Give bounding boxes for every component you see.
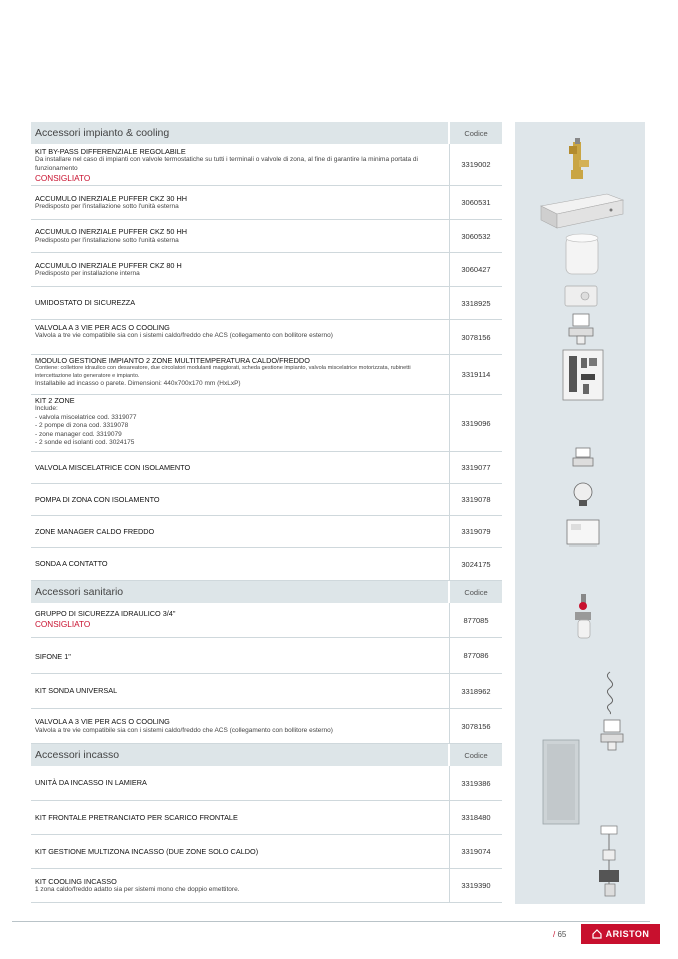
product-description: 1 zona caldo/freddo adatto sia per sistemi mono che doppio emettitore. [35,886,240,894]
accessories-tables [31,122,502,903]
product-code: 3078156 [449,709,502,743]
table-row [31,186,502,220]
product-name: SONDA A CONTATTO [35,559,108,569]
code-column-header: Codice [448,122,502,144]
product-description: Predisposto per l'installazione sotto l'unità esterna [35,236,179,244]
product-description: Valvola a tre vie compatibile sia con i sistemi caldo/freddo che ACS (collegamento con bollitore esterno) [35,726,333,734]
product-code: 3318480 [449,801,502,834]
product-description: Predisposto per l'installazione sotto l'unità esterna [35,203,179,211]
product-name: UNITÀ DA INCASSO IN LAMIERA [35,778,147,788]
footer-divider [12,921,650,922]
product-code: 3319079 [449,516,502,547]
zone-module-image [561,348,605,402]
table-row [31,638,502,674]
table-row [31,548,502,581]
product-code: 3024175 [449,548,502,580]
product-name: GRUPPO DI SICUREZZA IDRAULICO 3/4" [35,609,176,619]
kit-content-line: - 2 sonde ed isolanti cod. 3024175 [35,439,135,447]
product-name: VALVOLA MISCELATRICE CON ISOLAMENTO [35,462,191,472]
kit-content-line: - zone manager cod. 3319079 [35,430,122,438]
table-row [31,835,502,869]
code-column-header: Codice [448,744,502,766]
product-code: 877086 [449,638,502,673]
recommended-label: CONSIGLIATO [35,174,91,184]
product-images-column [515,122,645,904]
kit-content-line: - valvola miscelatrice cod. 3319077 [35,413,137,421]
house-icon [592,929,602,939]
section-title: Accessori impianto & cooling [35,127,170,139]
table-row [31,355,502,395]
product-name: ACCUMULO INERZIALE PUFFER CKZ 50 HH [35,227,188,237]
product-name: SIFONE 1" [35,652,71,661]
product-code: 3060427 [449,253,502,286]
safety-group-image [569,592,599,642]
product-description: Contiene: collettore idraulico con desareatore, due circolatori modulanti maggiorati, scheda gestione impianto, valvola miscelatrice motorizzata, rubinetti intercettazione lato generatore e impianto. [35,365,411,379]
product-code: 3319074 [449,835,502,868]
product-code: 3078156 [449,320,502,354]
table-row [31,395,502,452]
table-row [31,516,502,548]
section-title: Accessori sanitario [35,586,124,598]
table-row [31,674,502,709]
product-name: KIT BY-PASS DIFFERENZIALE REGOLABILE [35,147,186,156]
table-row [31,766,502,801]
product-description: Predisposto per installazione interna [35,270,140,278]
section-title: Accessori incasso [35,749,120,761]
probe-cable-image [599,670,621,716]
page-number-value: 65 [557,930,567,939]
product-name: UMIDOSTATO DI SICUREZZA [35,298,136,308]
table-row [31,709,502,744]
section-header-incasso [31,744,502,766]
product-code: 3319096 [449,395,502,451]
zone-pump-image [571,480,595,508]
section-header-sanitario [31,581,502,603]
product-code: 3318925 [449,287,502,319]
product-code: 3060531 [449,186,502,219]
brand-name: ARISTON [605,929,650,939]
product-code: 3319390 [449,869,502,902]
product-code: 3319078 [449,484,502,515]
product-name: VALVOLA A 3 VIE PER ACS O COOLING [35,717,170,727]
table-row [31,869,502,903]
table-row [31,452,502,484]
mixing-valve-image [571,446,595,472]
multizone-kit-image [589,822,633,902]
page-number-slash: / [553,930,556,939]
zone-manager-image [565,516,601,552]
table-row [31,253,502,287]
product-name: ACCUMULO INERZIALE PUFFER CKZ 80 H [35,260,182,270]
table-row [31,801,502,835]
bypass-valve-image [565,138,591,182]
recessed-unit-image [541,738,581,826]
product-description-dimensions: Installabile ad incasso o parete. Dimensioni: 440x700x170 mm (HxLxP) [35,380,241,388]
product-name: KIT SONDA UNIVERSAL [35,686,118,696]
three-way-valve-sanitary-image [599,718,625,752]
recommended-label: CONSIGLIATO [35,619,91,629]
ariston-logo [581,924,660,944]
table-row [31,144,502,186]
table-row [31,220,502,253]
section-header-impianto [31,122,502,144]
product-code: 3319077 [449,452,502,483]
table-row [31,287,502,320]
product-code: 3319002 [449,144,502,185]
humidistat-image [563,282,599,310]
product-name: KIT FRONTALE PRETRANCIATO PER SCARICO FRONTALE [35,812,238,822]
table-row [31,320,502,355]
product-name: KIT GESTIONE MULTIZONA INCASSO (DUE ZONE SOLO CALDO) [35,846,259,856]
product-name: KIT 2 ZONE [35,396,75,405]
product-name: VALVOLA A 3 VIE PER ACS O COOLING [35,323,170,332]
product-code: 3319386 [449,766,502,800]
product-name: ACCUMULO INERZIALE PUFFER CKZ 30 HH [35,193,188,203]
product-name: ZONE MANAGER CALDO FREDDO [35,526,155,536]
product-code: 3318962 [449,674,502,708]
product-name: POMPA DI ZONA CON ISOLAMENTO [35,494,160,504]
product-description: Valvola a tre vie compatibile sia con i sistemi caldo/freddo che ACS (collegamento con bollitore esterno) [35,332,333,340]
puffer-30-image [537,190,625,230]
table-row [31,484,502,516]
code-column-header: Codice [448,581,502,603]
kit-content-line: Include: [35,405,58,413]
puffer-80-image [563,232,601,278]
product-code: 877085 [449,603,502,637]
product-code: 3060532 [449,220,502,252]
product-description: Da installare nel caso di impianti con valvole termostatiche su tutti i terminali o valvole di zona, al fine di garantire la minima portata di funzionamento [35,156,418,172]
three-way-valve-image [567,312,595,346]
product-name: KIT COOLING INCASSO [35,876,117,886]
page-number [553,930,566,939]
kit-content-line: - 2 pompe di zona cod. 3319078 [35,422,129,430]
product-code: 3319114 [449,355,502,394]
product-name: MODULO GESTIONE IMPIANTO 2 ZONE MULTITEMPERATURA CALDO/FREDDO [35,356,310,365]
table-row [31,603,502,638]
